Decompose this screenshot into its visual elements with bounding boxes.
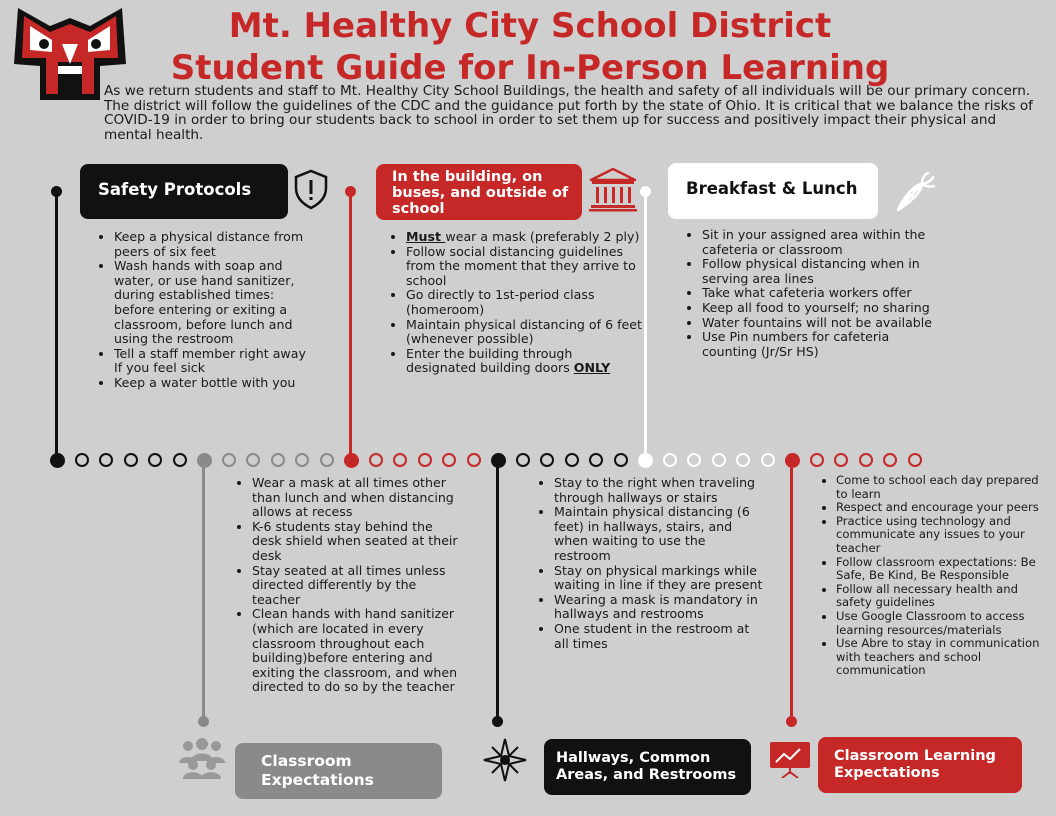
timeline-ring-node <box>369 453 383 467</box>
list-item: • Clean hands with hand sanitizer (which are located in every classroom throughout each building)before entering and exiting the classroom, and when directed to do so by the teacher <box>252 607 458 695</box>
timeline-ring-node <box>271 453 285 467</box>
timeline-ring-node <box>173 453 187 467</box>
building-label-line1: In the building, on <box>392 169 543 185</box>
list-item: • Follow classroom expectations: Be Safe, Be Kind, Be Responsible <box>836 556 1046 583</box>
timeline-ring-node <box>99 453 113 467</box>
learning-label-line1: Classroom Learning <box>834 748 996 764</box>
list-item: • Come to school each day prepared to learn <box>836 474 1046 501</box>
timeline-ring-node <box>540 453 554 467</box>
list-item: • Go directly to 1st-period class (homeroom) <box>406 288 642 317</box>
compass-star-icon <box>483 738 527 782</box>
timeline-node-learning <box>786 716 797 727</box>
list-item: • Take what cafeteria workers offer <box>702 286 938 301</box>
list-item: • Keep a physical distance from peers of six feet <box>114 230 314 259</box>
list-item: • Keep all food to yourself; no sharing <box>702 301 938 316</box>
list-item: • Maintain physical distancing (6 feet) in hallways, stairs, and when waiting to use the restroom <box>554 505 764 563</box>
timeline-ring-node <box>883 453 897 467</box>
timeline-ring-node <box>810 453 824 467</box>
group-people-icon <box>176 737 228 779</box>
building-label-line3: school <box>392 201 445 217</box>
presentation-board-icon <box>770 740 810 778</box>
building-card <box>376 164 582 220</box>
page-title-line1: Mt. Healthy City School District <box>228 6 832 46</box>
list-item-text: Enter the building through designated building doors <box>406 345 574 376</box>
list-item <box>406 230 642 245</box>
only-emphasis: ONLY <box>573 360 611 376</box>
timeline-ring-node <box>442 453 456 467</box>
shield-alert-icon <box>292 168 330 210</box>
list-item: • Respect and encourage your peers <box>836 501 1046 515</box>
timeline-node-lunch <box>640 186 651 197</box>
list-item: • Stay seated at all times unless directed differently by the teacher <box>252 564 458 608</box>
timeline-ring-node <box>859 453 873 467</box>
timeline-ring-node <box>124 453 138 467</box>
timeline-ring-node <box>908 453 922 467</box>
list-item: • Wear a mask at all times other than lunch and when distancing allows at recess <box>252 476 458 520</box>
timeline-node-hallways <box>492 716 503 727</box>
timeline-connector-hallways <box>496 466 499 720</box>
list-item: • Tell a staff member right away If you feel sick <box>114 347 314 376</box>
list-item: • Keep a water bottle with you <box>114 376 314 391</box>
list-item: • Wash hands with soap and water, or use hand sanitizer, during established times: before entering or exiting a classroom, before lunch and using the restroom <box>114 259 314 347</box>
timeline-ring-node <box>222 453 236 467</box>
list-item: • Use Abre to stay in communication with teachers and school communication <box>836 637 1046 678</box>
timeline-connector-learning <box>790 466 793 720</box>
timeline-node-building <box>345 186 356 197</box>
classroom-label-line2: Expectations <box>261 771 374 789</box>
breakfast-lunch-card <box>668 163 878 219</box>
timeline-ring-node <box>712 453 726 467</box>
hallways-label-line2: Areas, and Restrooms <box>556 766 737 783</box>
timeline-ring-node <box>589 453 603 467</box>
page-title-line2: Student Guide for In-Person Learning <box>170 48 890 88</box>
list-item: • Use Google Classroom to access learning resources/materials <box>836 610 1046 637</box>
timeline-ring-node <box>467 453 481 467</box>
timeline-ring-node <box>516 453 530 467</box>
hallways-card <box>544 739 751 795</box>
timeline-ring-node <box>614 453 628 467</box>
list-item: • Stay to the right when traveling through hallways or stairs <box>554 476 764 505</box>
list-item: • Sit in your assigned area within the cafeteria or classroom <box>702 228 938 257</box>
timeline-ring-node <box>834 453 848 467</box>
breakfast-lunch-list <box>686 228 938 359</box>
timeline-ring-node <box>663 453 677 467</box>
timeline-ring-node <box>761 453 775 467</box>
timeline-ring-node <box>565 453 579 467</box>
school-building-icon <box>588 166 638 212</box>
timeline-main-node <box>638 453 653 468</box>
timeline-main-node <box>344 453 359 468</box>
timeline-ring-node <box>246 453 260 467</box>
classroom-learning-list <box>820 474 1046 678</box>
carrot-icon <box>892 170 936 214</box>
timeline-main-node <box>50 453 65 468</box>
classroom-label-line1: Classroom <box>261 752 352 770</box>
timeline-connector-lunch <box>644 192 647 460</box>
timeline-connector-safety <box>55 192 58 460</box>
timeline-node-classroom <box>198 716 209 727</box>
classroom-expectations-card <box>235 743 442 799</box>
timeline-ring-node <box>418 453 432 467</box>
list-item: • Water fountains will not be available <box>702 316 938 331</box>
safety-protocols-card <box>80 164 288 219</box>
hallways-label-line1: Hallways, Common <box>556 750 711 766</box>
timeline-ring-node <box>393 453 407 467</box>
list-item-text: wear a mask (preferably 2 ply) <box>445 229 640 244</box>
safety-protocols-list <box>98 230 314 391</box>
list-item: • Follow physical distancing when in serving area lines <box>702 257 938 286</box>
timeline-ring-node <box>75 453 89 467</box>
list-item: • Follow all necessary health and safety guidelines <box>836 583 1046 610</box>
timeline-ring-node <box>148 453 162 467</box>
list-item: • Follow social distancing guidelines from the moment that they arrive to school <box>406 245 642 289</box>
list-item: • Stay on physical markings while waiting in line if they are present <box>554 564 764 593</box>
list-item: • Practice using technology and communicate any issues to your teacher <box>836 515 1046 556</box>
building-list <box>390 230 642 376</box>
must-emphasis: Must <box>406 229 446 244</box>
timeline-ring-node <box>736 453 750 467</box>
list-item: • Use Pin numbers for cafeteria counting (Jr/Sr HS) <box>702 330 938 359</box>
timeline-node-safety <box>51 186 62 197</box>
list-item: • Maintain physical distancing of 6 feet (whenever possible) <box>406 318 642 347</box>
timeline-ring-node <box>687 453 701 467</box>
classroom-learning-card <box>818 737 1022 793</box>
timeline-connector-classroom <box>202 466 205 720</box>
timeline-connector-building <box>349 192 352 460</box>
list-item: • One student in the restroom at all times <box>554 622 764 651</box>
classroom-expectations-list <box>236 476 458 695</box>
list-item <box>406 347 642 376</box>
hallways-list <box>538 476 764 651</box>
learning-label-line2: Expectations <box>834 764 940 781</box>
timeline-ring-node <box>295 453 309 467</box>
timeline-ring-node <box>320 453 334 467</box>
intro-paragraph: As we return students and staff to Mt. Healthy City School Buildings, the health and safety of all individuals will be our primary concern. The district will follow the guidelines of the CDC and the guidance put forth by the state of Ohio. It is critical that we balance the risks of COVID-19 in order to bring our students back to school in order to set them up for success and positively impact their physical and mental health. <box>104 83 1033 143</box>
breakfast-lunch-label: Breakfast & Lunch <box>686 179 858 198</box>
safety-protocols-label: Safety Protocols <box>98 180 252 199</box>
list-item: • K-6 students stay behind the desk shield when seated at their desk <box>252 520 458 564</box>
list-item: • Wearing a mask is mandatory in hallways and restrooms <box>554 593 764 622</box>
building-label-line2: buses, and outside of <box>392 185 569 201</box>
